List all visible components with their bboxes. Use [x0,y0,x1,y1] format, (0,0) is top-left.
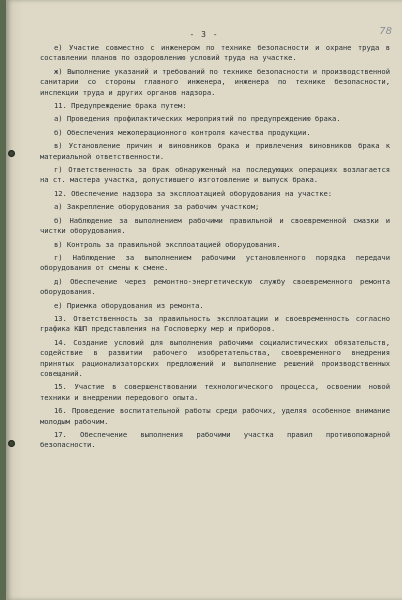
paragraph: а) Закрепление оборудования за рабочим участком; [54,202,260,212]
paragraph: 11. Предупреждение брака путем: [54,101,187,111]
paragraph: г) Ответственность за брак обнаруженный на последующих операциях возлагается на ст. мастера участка, допустившего изготовление и выпуск брака. [40,165,390,185]
paragraph: б) Обеспечения межоперационного контроля качества продукции. [54,127,311,137]
paragraph: в) Установление причин и виновников брака и привлечения виновников брака к материальной ответственности. [40,141,390,161]
paragraph: 17. Обеспечение выполнения рабочими участка правил противопожарной безопасности. [40,430,390,450]
page-number: - 3 - [189,30,219,39]
binding-hole [8,150,15,157]
paragraph: е) Приемка оборудования из ремонта. [54,300,204,310]
binding-hole [8,440,15,447]
paragraph: а) Проведения профилактических мероприятий по предупреждению брака. [54,114,341,124]
document-page [6,0,402,600]
archive-mark: 78 [379,26,392,37]
paragraph: 15. Участие в совершенствовании технологического процесса, освоении новой техники и внедрении передового опыта. [40,382,390,402]
paragraph: б) Наблюдение за выполнением рабочими правильной и своевременной смазки и чистки оборудования. [40,215,390,236]
paragraph: г) Наблюдение за выполнением рабочими установленного порядка передачи оборудования от смены к смене. [40,252,390,273]
document-body [40,43,390,454]
paragraph: 12. Обеспечение надзора за эксплоатацией оборудования на участке: [54,188,333,198]
paragraph: в) Контроль за правильной эксплоатацией оборудования. [54,239,281,249]
paragraph: 13. Ответственность за правильность эксплоатации и своевременность согласно графика КШП представления на Госповерку мер и приборов. [40,313,390,334]
paragraph: д) Обеспечение через ремонтно-энергетическую службу своевременного ремонта оборудования. [40,276,390,297]
paragraph: ж) Выполнение указаний и требований по технике безопасности и производственной санитарии со стороны главного инженера, инженера по технике безопасности, инспекции труда и других органов надзора. [40,66,390,97]
paragraph: 16. Проведение воспитательной работы среди рабочих, уделяя особенное внимание молодым рабочим. [40,406,390,426]
paragraph: е) Участие совместно с инженером по технике безопасности и охране труда в составлении планов по оздоровлению условий труда на участке. [40,43,390,63]
paragraph: 14. Создание условий для выполнения рабочими социалистических обязательств, содействие в развитии рабочего изобретательства, своевременного внедрения принятых рационализаторских предложений и выполнение решений производственных совещаний. [40,337,390,378]
